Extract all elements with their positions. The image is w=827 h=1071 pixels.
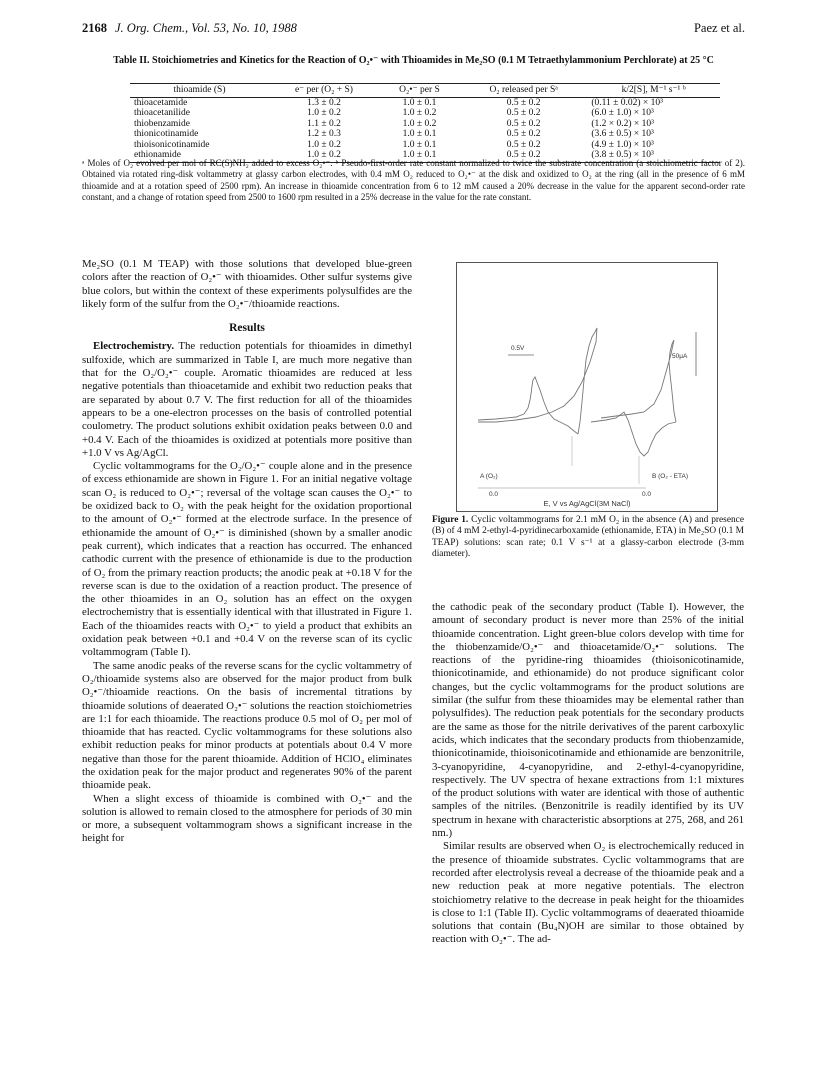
voltammogram-figure	[456, 262, 718, 512]
table-cell: 1.0 ± 0.2	[269, 150, 379, 162]
table-cell: 1.1 ± 0.2	[307, 118, 341, 129]
section-heading: Results	[229, 322, 265, 335]
column-header: O₂•⁻ per S	[379, 84, 460, 98]
table-cell: thioacetamide	[134, 97, 188, 108]
table-cell: 1.0 ± 0.1	[379, 150, 460, 162]
running-head	[82, 21, 745, 37]
curve-a-label: A (O₂)	[480, 473, 498, 480]
paragraph: Similar results are observed when O₂ is electrochemically reduced in the presence of thioamide substrates. Cyclic voltammograms that are recorded after electrolysis reveal a decrease of the thioamide peak and a new reduction peak at more negative potentials. The electron stoichiometry relative to the decrease in peak height for the thioamides is close to 1:1 (Table II). Cyclic voltammograms of deaerated thioamide solutions that contain (Bu₄N)OH are similar to those obtained by reaction with O₂•⁻. The ad-	[432, 840, 744, 946]
table-row	[130, 108, 720, 119]
column-header: thioamide (S)	[130, 84, 269, 98]
running-authors: Paez et al.	[693, 21, 745, 35]
right-column	[432, 601, 744, 947]
table-cell: 1.3 ± 0.2	[307, 97, 341, 108]
paragraph: Me₂SO (0.1 M TEAP) with those solutions that developed blue-green colors after the reaction of O₂•⁻ with thioamides. Other sulfur systems give blue colors, but within the context of these experiments polysulfides are the likely form of the sulfur from the O₂•⁻/thioamide reactions.	[82, 258, 412, 310]
potential-axis-label: E, V vs Ag/AgCl(3M NaCl)	[543, 499, 631, 508]
curve-b-forward	[591, 412, 676, 456]
table-cell: 1.0 ± 0.1	[402, 129, 437, 139]
table-footnote: ᵃ Moles of O₂ evolved per mol of RC(S)NH₂ added to excess O₂•⁻. ᵇ Pseudo-first-order rate constant normalized to twice the substrate concentration (a stoichiometric factor of 2). Obtained via rotated ring-disk voltammetry at glassy carbon electrodes, with 0.4 mM O₂ reduced to O₂•⁻ at the disk and oxidized to O₂ at the ring (all in the presence of 6 mM thioamide and at a rotation speed of 2500 rpm). An increase in thioamide concentration from 6 to 12 mM caused a 20% decrease in the value for the apparent second-order rate constant, and a change of rotation speed from 2500 to 1600 rpm resulted in a 25% decrease in the value for the rate constant.	[82, 158, 745, 202]
table-row	[130, 140, 720, 151]
table-cell: 0.5 ± 0.2	[506, 129, 541, 139]
table-cell: (0.11 ± 0.02) × 10³	[591, 97, 663, 108]
table-cell: 0.5 ± 0.2	[506, 118, 541, 129]
table-header-row	[130, 84, 720, 98]
table-cell: 1.0 ± 0.2	[402, 108, 437, 118]
paragraph: the cathodic peak of the secondary product (Table I). However, the amount of secondary product is never more than 25% of the initial thioamide concentration. Light green-blue colors develop with time for the thiobenzamide/O₂•⁻ and thioacetamide/O₂•⁻ solutions. The reactions of the pyridine-ring thioamides (thioisonicotinamide, thionicotinamide, and ethionamide) do not produce significant color changes, but the cyclic voltammograms for the product solutions are similar (the sulfur from these thioamides may be elemental rather than polysulfides). The reduction peak potentials for the secondary products are the same as those for the nitrile derivatives of the parent carboxylic acids, which indicates that the secondary products from thiobenzamide, thionicotinamide, thioisonicotinamide and ethionamide are benzonitrile, 3-cyanopyridine, 4-cyanopyridine, and 2-ethyl-4-cyanopyridine, respectively. The UV spectra of hexane extractions from 1:1 mixtures of the product solutions with water are identical with those of authentic samples of the nitriles. (Benzonitrile is readily identified by its UV spectrum in hexane with characteristic absorptions at 275, 268, and 261 nm.)	[432, 601, 744, 840]
paragraph: When a slight excess of thioamide is combined with O₂•⁻ and the solution is allowed to remain closed to the atmosphere for periods of 30 min or more, a subsequent voltammogram shows a significant increase in the height for	[82, 792, 412, 845]
column-header: O₂ released per Sᵃ	[460, 84, 587, 98]
table-cell: 0.5 ± 0.2	[506, 97, 541, 108]
table-cell: thionicotinamide	[134, 129, 199, 139]
table-cell: (1.2 × 0.2) × 10³	[591, 118, 654, 129]
current-scale-label: 50μA	[672, 353, 688, 360]
paragraph: The same anodic peaks of the reverse scans for the cyclic voltammetry of O₂/thioamide systems also are observed for the major product from bulk O₂•⁻/thioamide reactions. On the basis of incremental titrations by thioamide solutions of deaerated O₂•⁻ solutions the reaction stoichiometries are 1:1 for each thioamide. The reactions produce 0.5 mol of O₂ per mol of thioamide that has reacted. Cyclic voltammograms for these solutions also exhibit reduction peaks for minor products at potentials about 0.4 V more negative than those for the parent thioamide. Addition of HClO₄ eliminates the oxidation peak for the major product and regenerates 90% of the parent thioamide peak.	[82, 659, 412, 792]
table-cell: (3.8 ± 0.5) × 10³	[587, 150, 720, 162]
table-cell: 0.5 ± 0.2	[460, 150, 587, 162]
table-cell: 0.5 ± 0.2	[506, 139, 541, 150]
axis-zero-a: 0.0	[489, 491, 499, 498]
left-column	[82, 258, 412, 846]
curve-a-reverse	[478, 328, 597, 434]
table-cell: thiobenzamide	[134, 118, 190, 129]
journal-citation: J. Org. Chem., Vol. 53, No. 10, 1988	[115, 21, 297, 35]
table-cell: (4.9 ± 1.0) × 10³	[591, 139, 654, 150]
table-cell: 1.0 ± 0.1	[402, 139, 437, 150]
table-row	[130, 129, 720, 140]
table-row	[130, 97, 720, 108]
paragraph-text: The reduction potentials for thioamides in dimethyl sulfoxide, which are summarized in Table I, are much more negative than that for the O₂/O₂•⁻ couple. Aromatic thioamides are reduced at less negative potentials than thioacetamide and exhibit two reduction peaks that are separated by about 0.7 V. The first reduction for all of the thioamides appears to be a one-electron processes on the basis of controlled potential coulometry. The product solutions exhibit oxidation peaks between 0.0 and +0.4 V. Each of the thioamides is oxidized at potentials more positive than +1.0 V vs Ag/AgCl.	[82, 340, 412, 459]
table-cell: thioisonicotinamide	[134, 139, 210, 150]
figure-caption-label: Figure 1.	[432, 515, 469, 525]
page-number: 2168	[82, 21, 107, 35]
table-cell: 1.0 ± 0.2	[307, 108, 341, 118]
table-cell: 1.2 ± 0.3	[307, 129, 341, 139]
table-cell: thioacetanilide	[134, 108, 190, 118]
column-header: e⁻ per (O₂ + S)	[269, 84, 379, 98]
table-cell: 0.5 ± 0.2	[506, 108, 541, 118]
stoichiometry-table	[130, 83, 720, 163]
table-caption: Table II. Stoichiometries and Kinetics for the Reaction of O₂•⁻ with Thioamides in Me₂SO (0.1 M Tetraethylammonium Perchlorate) at 25 °C	[113, 55, 714, 66]
voltage-scale-label: 0.5V	[511, 345, 525, 352]
paragraph: Cyclic voltammograms for the O₂/O₂•⁻ couple alone and in the presence of excess ethionamide are shown in Figure 1. For an initial negative voltage scan O₂ is reduced to O₂•⁻; reversal of the voltage scan causes the O₂•⁻ to be oxidized back to O₂ with the peak height for the oxidation proportional to the amount of O₂•⁻ formed at the electrode surface. In the presence of ethionamide the amount of O₂•⁻ is diminished (shown by a smaller anodic peak current), which indicates that a reaction has occurred. The enhanced cathodic current with the presence of ethionamide is due to the production of O₂ from the primary reaction products; the anodic peak at +0.18 V for the reverse scan is due to the oxidation of a reaction product. The presence of the other thioamides in an O₂ solution has an effect on the oxygen electrochemistry that is essentially identical with that illustrated in Figure 1. Each of the thioamides reacts with O₂•⁻ to yield a product that exhibits an oxidation peak between +0.1 and +0.4 V on the reverse scan of its cyclic voltammogram (Table I).	[82, 460, 412, 659]
axis-zero-b: 0.0	[642, 491, 652, 498]
curve-b-label: B (O₂ - ETA)	[652, 473, 688, 480]
table-cell: 1.0 ± 0.2	[402, 118, 437, 129]
table-cell: ethionamide	[130, 150, 269, 162]
curve-a-forward	[478, 377, 578, 434]
table-cell: 1.0 ± 0.1	[402, 97, 437, 108]
curve-b-reverse	[601, 340, 676, 422]
run-in-heading: Electrochemistry.	[93, 340, 175, 353]
figure-caption-text: Cyclic voltammograms for 2.1 mM O₂ in the absence (A) and presence (B) of 4 mM 2-ethyl-4-pyridinecarboxamide (ethionamide, ETA) in Me₂SO (0.1 M TEAP) solutions: scan rate; 0.1 V s⁻¹ at a glassy-carbon electrode (3-mm diameter).	[432, 515, 744, 559]
figure-1	[456, 262, 718, 512]
table-cell: (6.0 ± 1.0) × 10³	[591, 108, 654, 118]
table-row	[130, 119, 720, 130]
table-cell: 1.0 ± 0.2	[307, 139, 341, 150]
column-header: k/2[S], M⁻¹ s⁻¹ ᵇ	[587, 84, 720, 98]
table-cell: (3.6 ± 0.5) × 10³	[591, 129, 654, 139]
figure-caption	[432, 515, 744, 560]
paragraph	[82, 340, 412, 460]
